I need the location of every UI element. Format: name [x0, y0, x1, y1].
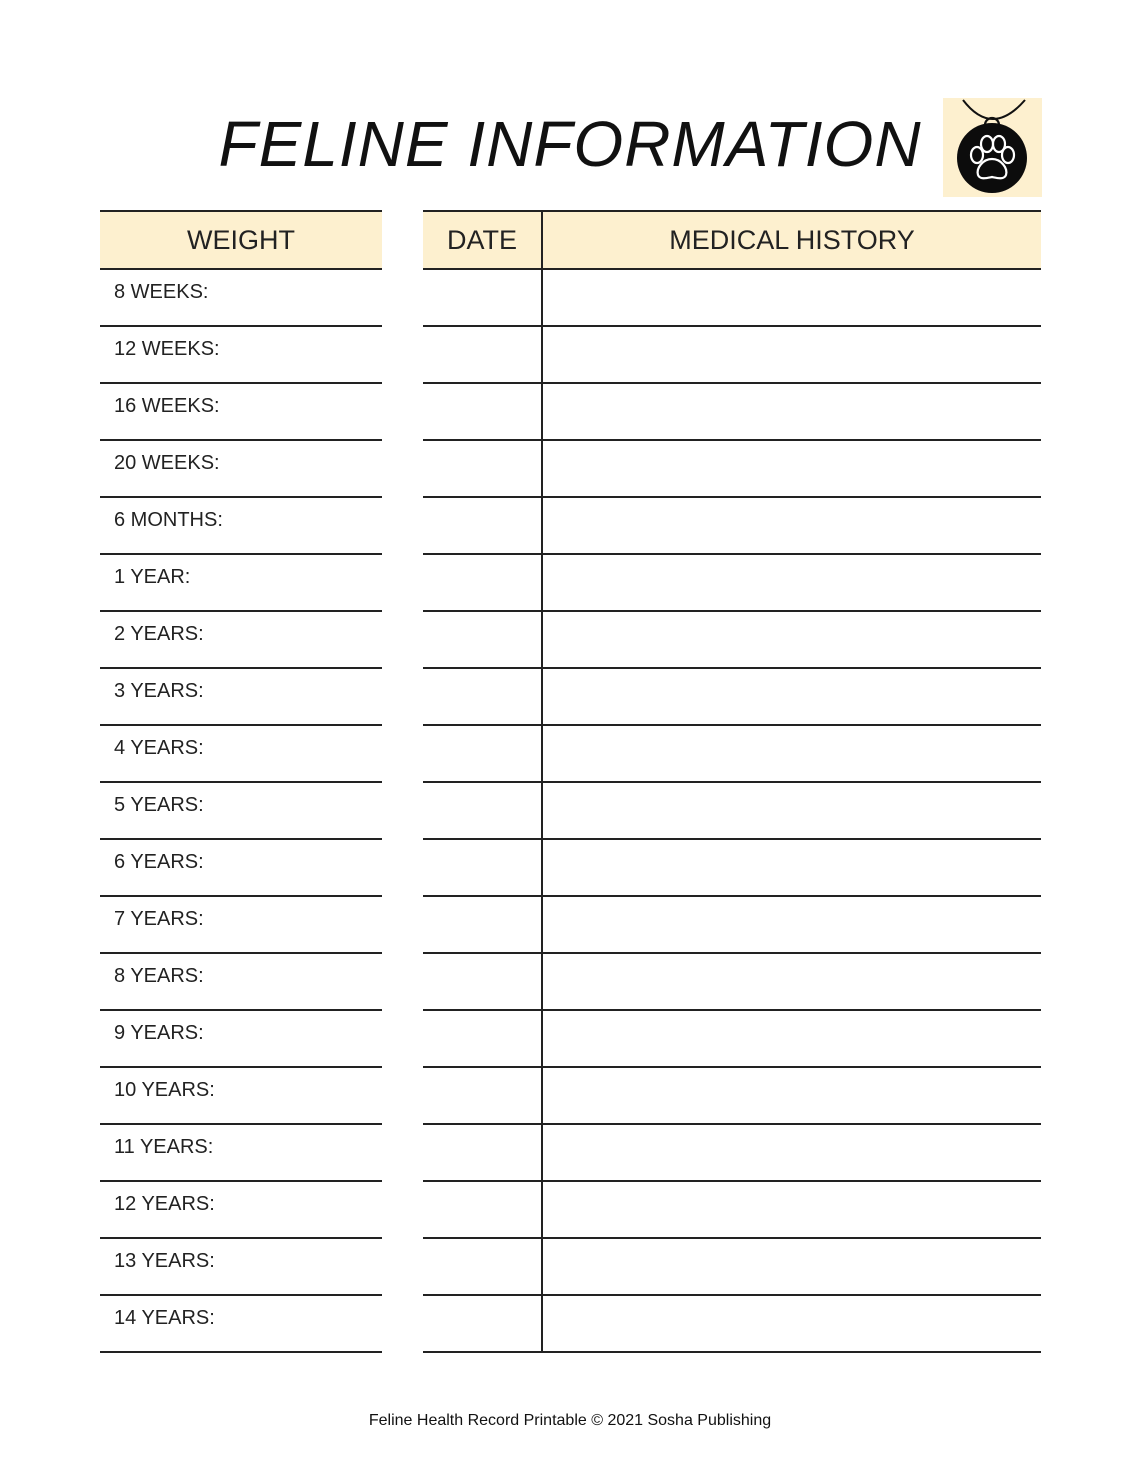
weight-row[interactable]	[100, 954, 382, 1011]
weight-row[interactable]	[100, 1296, 382, 1353]
weight-row-label: 9 YEARS:	[114, 1022, 204, 1044]
weight-row-label: 5 YEARS:	[114, 794, 204, 816]
medical-history-cell[interactable]	[543, 783, 1041, 838]
medical-row	[423, 1068, 1041, 1125]
medical-history-cell[interactable]	[543, 555, 1041, 610]
weight-row-label: 12 YEARS:	[114, 1193, 215, 1215]
weight-row[interactable]	[100, 1125, 382, 1182]
medical-row	[423, 1296, 1041, 1353]
weight-row-label: 8 YEARS:	[114, 965, 204, 987]
page-title: FELINE INFORMATION	[218, 108, 922, 180]
weight-row[interactable]	[100, 1239, 382, 1296]
weight-row-label: 16 WEEKS:	[114, 395, 220, 417]
date-cell[interactable]	[423, 555, 543, 610]
medical-header	[423, 210, 1041, 270]
date-cell[interactable]	[423, 669, 543, 724]
weight-row-label: 4 YEARS:	[114, 737, 204, 759]
weight-row-label: 3 YEARS:	[114, 680, 204, 702]
weight-header	[100, 210, 382, 270]
medical-row	[423, 783, 1041, 840]
medical-row	[423, 1011, 1041, 1068]
medical-row	[423, 612, 1041, 669]
footer-copyright: Feline Health Record Printable © 2021 Sosha Publishing	[368, 1412, 772, 1429]
date-cell[interactable]	[423, 1296, 543, 1351]
medical-row	[423, 384, 1041, 441]
medical-row	[423, 498, 1041, 555]
weight-row-label: 1 YEAR:	[114, 566, 191, 588]
weight-row-label: 7 YEARS:	[114, 908, 204, 930]
medical-row	[423, 1125, 1041, 1182]
medical-row	[423, 327, 1041, 384]
weight-row[interactable]	[100, 840, 382, 897]
medical-row	[423, 555, 1041, 612]
weight-table	[100, 210, 382, 1353]
medical-history-cell[interactable]	[543, 840, 1041, 895]
weight-row-label: 6 MONTHS:	[114, 509, 223, 531]
weight-row-label: 10 YEARS:	[114, 1079, 215, 1101]
medical-row	[423, 897, 1041, 954]
date-cell[interactable]	[423, 897, 543, 952]
weight-row-label: 8 WEEKS:	[114, 281, 209, 303]
cat-paw-tag-icon	[943, 98, 1042, 197]
medical-history-cell[interactable]	[543, 897, 1041, 952]
weight-row-label: 6 YEARS:	[114, 851, 204, 873]
weight-row-label: 12 WEEKS:	[114, 338, 220, 360]
weight-row[interactable]	[100, 384, 382, 441]
medical-history-cell[interactable]	[543, 1296, 1041, 1351]
medical-history-cell[interactable]	[543, 1125, 1041, 1180]
medical-history-cell[interactable]	[543, 669, 1041, 724]
weight-row[interactable]	[100, 327, 382, 384]
weight-row[interactable]	[100, 897, 382, 954]
medical-history-cell[interactable]	[543, 1068, 1041, 1123]
weight-header-label: WEIGHT	[187, 225, 295, 255]
medical-history-cell[interactable]	[543, 498, 1041, 553]
weight-row[interactable]	[100, 669, 382, 726]
date-cell[interactable]	[423, 270, 543, 325]
date-cell[interactable]	[423, 1125, 543, 1180]
date-cell[interactable]	[423, 327, 543, 382]
weight-row[interactable]	[100, 270, 382, 327]
date-cell[interactable]	[423, 498, 543, 553]
weight-row[interactable]	[100, 441, 382, 498]
date-cell[interactable]	[423, 384, 543, 439]
weight-row[interactable]	[100, 1182, 382, 1239]
medical-row	[423, 441, 1041, 498]
medical-history-header-label: MEDICAL HISTORY	[669, 225, 915, 255]
weight-row-label: 11 YEARS:	[114, 1136, 214, 1158]
weight-row[interactable]	[100, 1068, 382, 1125]
date-cell[interactable]	[423, 1011, 543, 1066]
weight-row[interactable]	[100, 555, 382, 612]
medical-row	[423, 954, 1041, 1011]
medical-history-table	[423, 210, 1041, 1353]
date-cell[interactable]	[423, 1182, 543, 1237]
weight-row[interactable]	[100, 612, 382, 669]
medical-history-cell[interactable]	[543, 612, 1041, 667]
medical-history-cell[interactable]	[543, 954, 1041, 1009]
medical-row	[423, 1182, 1041, 1239]
weight-row[interactable]	[100, 498, 382, 555]
date-cell[interactable]	[423, 441, 543, 496]
date-cell[interactable]	[423, 783, 543, 838]
medical-history-cell[interactable]	[543, 1239, 1041, 1294]
weight-row-label: 13 YEARS:	[114, 1250, 215, 1272]
weight-row[interactable]	[100, 1011, 382, 1068]
medical-history-cell[interactable]	[543, 327, 1041, 382]
medical-row	[423, 1239, 1041, 1296]
medical-history-cell[interactable]	[543, 441, 1041, 496]
date-header-label: DATE	[423, 212, 543, 268]
weight-row-label: 20 WEEKS:	[114, 452, 220, 474]
date-cell[interactable]	[423, 840, 543, 895]
medical-row	[423, 840, 1041, 897]
medical-history-cell[interactable]	[543, 384, 1041, 439]
weight-row[interactable]	[100, 726, 382, 783]
medical-row	[423, 726, 1041, 783]
medical-history-cell[interactable]	[543, 1011, 1041, 1066]
date-cell[interactable]	[423, 1239, 543, 1294]
medical-history-cell[interactable]	[543, 1182, 1041, 1237]
weight-row-label: 2 YEARS:	[114, 623, 204, 645]
medical-row	[423, 669, 1041, 726]
medical-row	[423, 270, 1041, 327]
date-cell[interactable]	[423, 726, 543, 781]
weight-row[interactable]	[100, 783, 382, 840]
weight-row-label: 14 YEARS:	[114, 1307, 215, 1329]
medical-history-cell[interactable]	[543, 270, 1041, 325]
date-cell[interactable]	[423, 954, 543, 1009]
medical-history-cell[interactable]	[543, 726, 1041, 781]
date-cell[interactable]	[423, 612, 543, 667]
date-cell[interactable]	[423, 1068, 543, 1123]
